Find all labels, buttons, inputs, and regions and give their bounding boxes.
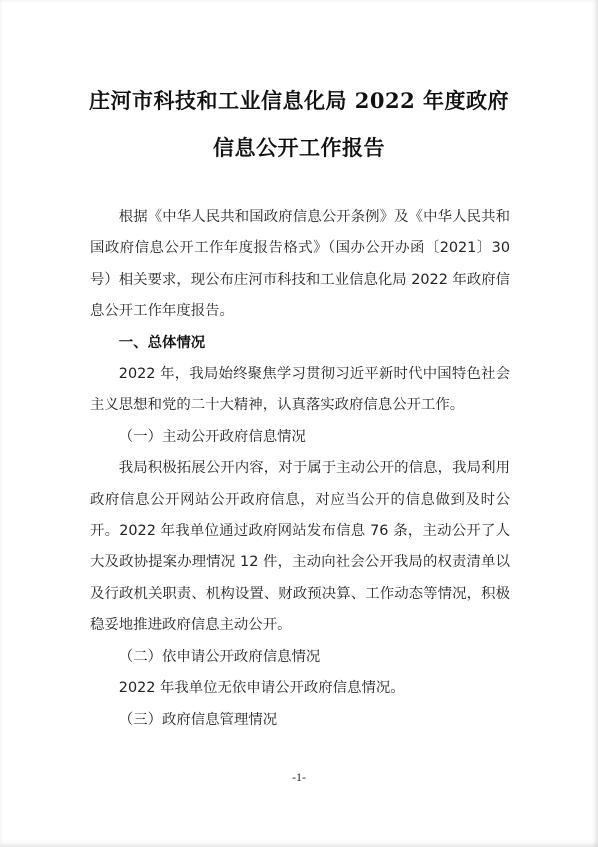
application-disclosure-paragraph: 2022 年我单位无依申请公开政府信息情况。: [118, 680, 405, 697]
subsection-heading-information-management: （三）政府信息管理情况: [118, 711, 278, 728]
report-body: [90, 202, 510, 736]
overview-paragraph: 2022 年，我局始终聚焦学习贯彻习近平新时代中国特色社会主义思想和党的二十大精神，认真落实政府信息公开工作。: [90, 366, 510, 414]
report-title-line-1: 庄河市科技和工业信息化局 2022 年度政府: [88, 88, 510, 113]
subsection-heading-proactive-disclosure: （一）主动公开政府信息情况: [118, 428, 306, 445]
intro-paragraph: 根据《中华人民共和国政府信息公开条例》及《中华人民共和国政府信息公开工作年度报告格式》（国办公开办函〔2021〕30 号）相关要求，现公布庄河市科技和工业信息化局 2022 年政府信息公开工作年度报告。: [90, 209, 510, 320]
proactive-disclosure-paragraph: 我局积极拓展公开内容，对于属于主动公开的信息，我局利用政府信息公开网站公开政府信息，对应当公开的信息做到及时公开。2022 年我单位通过政府网站发布信息 76 条，主动公开了人大及政协提案办理情况 12 件，主动向社会公开我局的权责清单以及行政机关职责、机构设置、财政预决算、工作动态等情况，积极稳妥地推进政府信息主动公开。: [90, 460, 510, 634]
page-number: -1-: [292, 770, 306, 784]
report-title-line-2: 信息公开工作报告: [213, 135, 385, 160]
section-heading-overview: 一、总体情况: [118, 334, 206, 351]
subsection-heading-application-disclosure: （二）依申请公开政府信息情况: [118, 648, 321, 665]
